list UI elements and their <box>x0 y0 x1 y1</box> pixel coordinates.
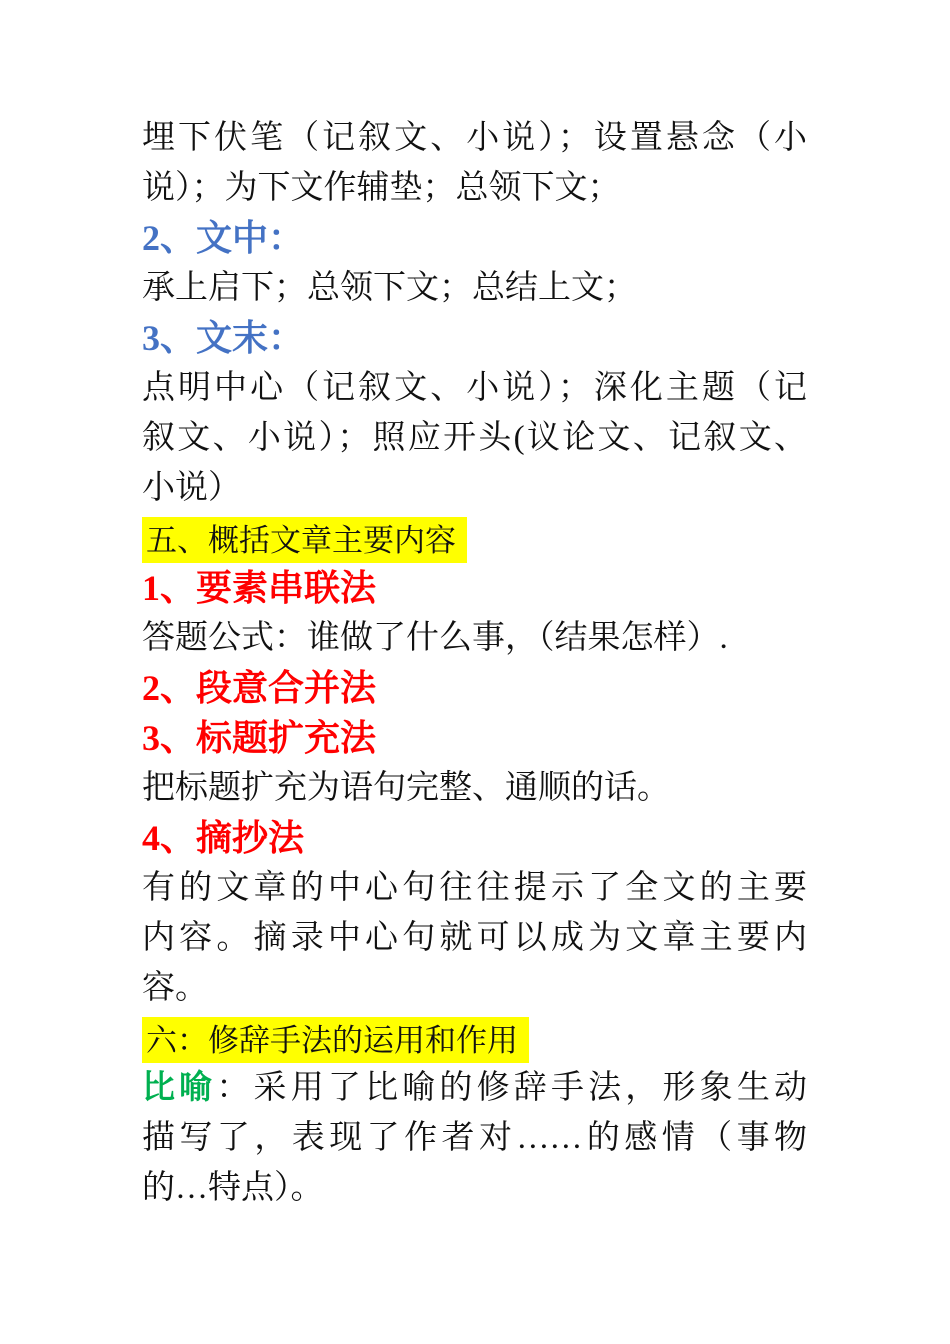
section-heading-highlighted <box>142 513 807 563</box>
text-line: 说）；为下文作辅垫；总领下文； <box>142 170 621 206</box>
section-heading-red: 2、段意合并法 <box>142 668 377 708</box>
highlight-text: 五、概括文章主要内容 <box>142 517 467 563</box>
text-line: 点明中心（记叙文、小说）；深化主题（记 <box>142 370 807 406</box>
text-line: 答题公式：谁做了什么事，（结果怎样）. <box>142 620 728 656</box>
text-line: 内容。摘录中心句就可以成为文章主要内 <box>142 920 807 956</box>
section-heading-red: 1、要素串联法 <box>142 568 377 608</box>
section-heading-blue: 3、文末： <box>142 318 305 358</box>
section-heading-red: 3、标题扩充法 <box>142 718 377 758</box>
text-line: 有的文章的中心句往往提示了全文的主要 <box>142 870 807 906</box>
section-heading-blue: 2、文中： <box>142 218 305 258</box>
document-page <box>142 113 807 1213</box>
highlight-text: 六：修辞手法的运用和作用 <box>142 1017 529 1063</box>
text-line: 的…特点）。 <box>142 1170 324 1206</box>
text-line: 叙文、小说）；照应开头(议论文、记叙文、 <box>142 420 807 456</box>
text-line <box>142 1063 807 1113</box>
text-line: 承上启下；总领下文；总结上文； <box>142 270 637 306</box>
text-line: 描写了，表现了作者对……的感情（事物 <box>142 1120 807 1156</box>
rhetoric-term: 比喻 <box>142 1070 217 1106</box>
text-line: ：采用了比喻的修辞手法，形象生动 <box>216 1070 807 1106</box>
section-heading-highlighted <box>142 1013 807 1063</box>
text-line: 把标题扩充为语句完整、通顺的话。 <box>142 770 670 806</box>
text-line: 小说） <box>142 470 241 506</box>
text-line: 容。 <box>142 970 208 1006</box>
section-heading-red: 4、摘抄法 <box>142 818 305 858</box>
text-line: 埋下伏笔（记叙文、小说）；设置悬念（小 <box>142 120 807 156</box>
